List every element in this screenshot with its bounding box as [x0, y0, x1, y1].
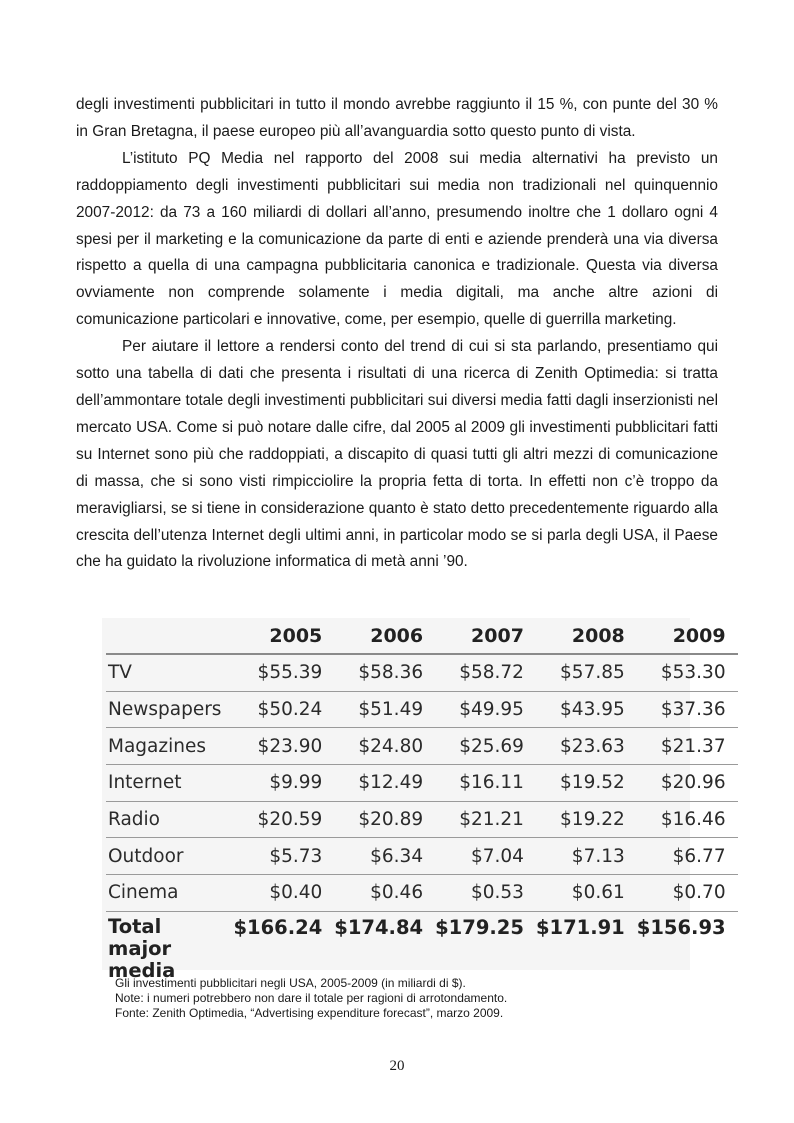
table-row [106, 875, 738, 912]
value-cell: $7.13 [536, 838, 637, 875]
value-cell: $24.80 [334, 728, 435, 765]
paragraph-1: degli investimenti pubblicitari in tutto il mondo avrebbe raggiunto il 15 %, con punte del 30 % in Gran Bretagna, il paese europeo più all’avanguardia sotto questo punto di vista. [76, 96, 718, 140]
media-label: Internet [106, 765, 233, 802]
ad-spending-table-image [102, 618, 726, 982]
media-label: Newspapers [106, 691, 233, 728]
value-cell: $0.46 [334, 875, 435, 912]
paragraph-3: Per aiutare il lettore a rendersi conto del trend di cui si sta parlando, presentiamo qui sotto una tabella di dati che presenta i risultati di una ricerca di Zenith Optimedia: si tratta dell’ammontare totale degli investimenti pubblicitari sui diversi media fatti dagli inserzionisti nel mercato USA. Come si può notare dalle cifre, dal 2005 al 2009 gli investimenti pubblicitari fatti su Internet sono più che raddoppiati, a discapito di quasi tutti gli altri mezzi di comunicazione di massa, che si sono visti rimpicciolire la propria fetta di torta. In effetti non c’è troppo da meravigliarsi, se si tiene in considerazione quanto è stato detto precedentemente riguardo alla crescita dell’utenza Internet degli ultimi anni, in particolar modo se si parla degli USA, il Paese che ha guidato la rivoluzione informatica di metà anni ’90. [76, 338, 718, 571]
paragraph-2: L’istituto PQ Media nel rapporto del 2008 sui media alternativi ha previsto un raddoppiamento degli investimenti pubblicitari sui media non tradizionali nel quinquennio 2007-2012: da 73 a 160 miliardi di dollari all’anno, presumendo inoltre che 1 dollaro ogni 4 spesi per il marketing e la comunicazione da parte di enti e aziende prenderà una via diversa rispetto a quella di una campagna pubblicitaria canonica e tradizionale. Questa via diversa ovviamente non comprende solamente i media digitali, ma anche altre azioni di comunicazione particolari e innovative, come, per esempio, quelle di guerrilla marketing. [76, 149, 718, 329]
value-cell: $16.46 [637, 801, 738, 838]
value-cell: $9.99 [233, 765, 334, 802]
total-label-line1: Total major [108, 914, 172, 960]
header-label-cell [106, 618, 233, 654]
total-label [106, 911, 233, 982]
value-cell: $0.40 [233, 875, 334, 912]
table-row [106, 801, 738, 838]
table-header-row [106, 618, 738, 654]
total-value-cell: $166.24 [233, 911, 334, 982]
table-row [106, 654, 738, 691]
value-cell: $0.53 [435, 875, 536, 912]
total-value-cell: $179.25 [435, 911, 536, 982]
value-cell: $5.73 [233, 838, 334, 875]
year-header: 2005 [269, 624, 323, 647]
value-cell: $57.85 [536, 654, 637, 691]
value-cell: $12.49 [334, 765, 435, 802]
table-row [106, 838, 738, 875]
body-text [76, 92, 718, 576]
value-cell: $20.89 [334, 801, 435, 838]
media-label: Cinema [106, 875, 233, 912]
value-cell: $7.04 [435, 838, 536, 875]
caption-title: Gli investimenti pubblicitari negli USA, 2005-2009 (in miliardi di $). [115, 976, 466, 990]
table-row [106, 765, 738, 802]
value-cell: $23.63 [536, 728, 637, 765]
total-value-cell: $174.84 [334, 911, 435, 982]
value-cell: $51.49 [334, 691, 435, 728]
table-row [106, 728, 738, 765]
value-cell: $25.69 [435, 728, 536, 765]
media-label: Magazines [106, 728, 233, 765]
year-header: 2008 [571, 624, 625, 647]
total-row [106, 911, 738, 982]
total-label-line2: media [108, 958, 176, 982]
value-cell: $19.52 [536, 765, 637, 802]
value-cell: $43.95 [536, 691, 637, 728]
value-cell: $23.90 [233, 728, 334, 765]
total-value-cell: $156.93 [637, 911, 738, 982]
page-number: 20 [389, 1058, 405, 1074]
caption-source: Fonte: Zenith Optimedia, “Advertising expenditure forecast”, marzo 2009. [115, 1006, 504, 1020]
value-cell: $55.39 [233, 654, 334, 691]
value-cell: $0.70 [637, 875, 738, 912]
value-cell: $50.24 [233, 691, 334, 728]
year-header: 2006 [370, 624, 424, 647]
caption-note: Note: i numeri potrebbero non dare il totale per ragioni di arrotondamento. [115, 991, 508, 1005]
year-header: 2009 [672, 624, 726, 647]
value-cell: $21.21 [435, 801, 536, 838]
media-label: Outdoor [106, 838, 233, 875]
value-cell: $6.34 [334, 838, 435, 875]
value-cell: $20.96 [637, 765, 738, 802]
value-cell: $53.30 [637, 654, 738, 691]
table-row [106, 691, 738, 728]
ad-spending-table [106, 618, 738, 982]
value-cell: $58.72 [435, 654, 536, 691]
value-cell: $58.36 [334, 654, 435, 691]
value-cell: $16.11 [435, 765, 536, 802]
value-cell: $19.22 [536, 801, 637, 838]
media-label: TV [106, 654, 233, 691]
value-cell: $21.37 [637, 728, 738, 765]
table-caption [115, 976, 675, 1021]
media-label: Radio [106, 801, 233, 838]
value-cell: $0.61 [536, 875, 637, 912]
value-cell: $6.77 [637, 838, 738, 875]
total-value-cell: $171.91 [536, 911, 637, 982]
value-cell: $20.59 [233, 801, 334, 838]
year-header: 2007 [471, 624, 524, 647]
value-cell: $49.95 [435, 691, 536, 728]
value-cell: $37.36 [637, 691, 738, 728]
